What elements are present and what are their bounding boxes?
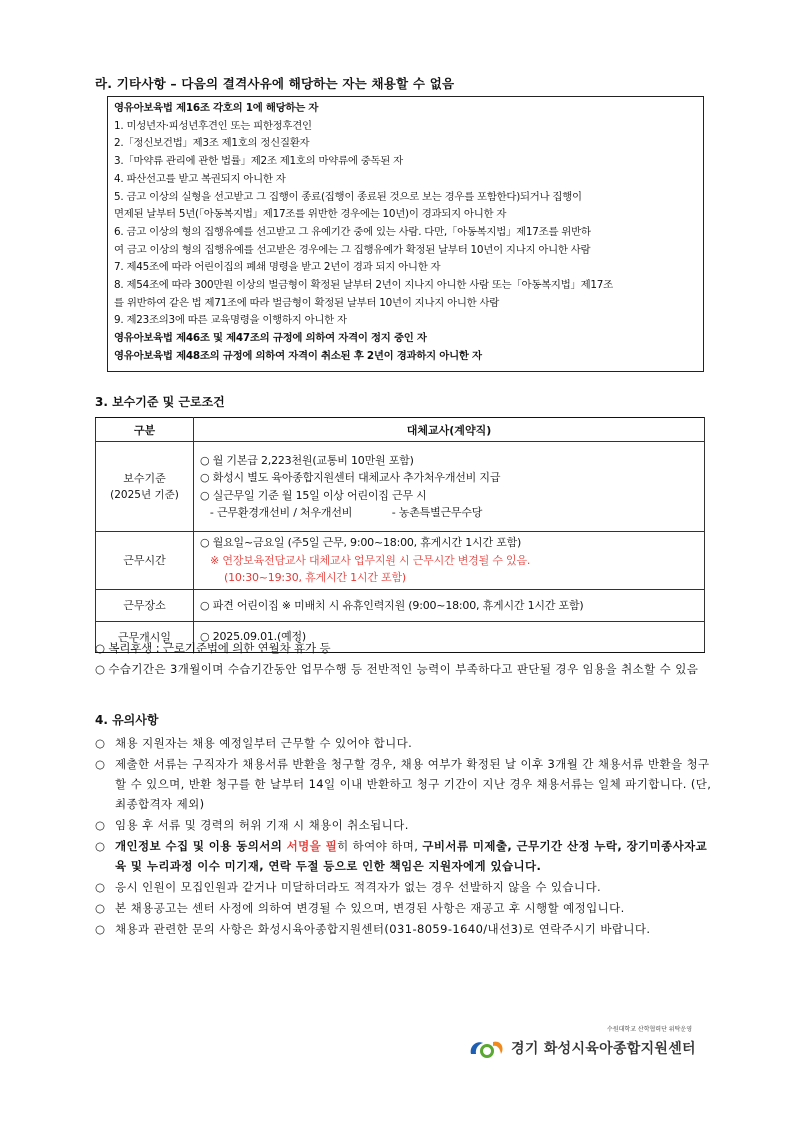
place-content: ○ 파견 어린이집 ※ 미배치 시 유휴인력지원 (9:00~18:00, 휴게시간 1시간 포함) (194, 590, 705, 622)
disqualification-item: 를 위반하여 같은 법 제71조에 따라 벌금형이 확정된 날부터 10년이 지나지 아니한 사람 (114, 296, 500, 309)
precaution-text: 임용 후 서류 및 경력의 허위 기재 시 채용이 취소됩니다. (115, 818, 409, 832)
circle-bullet-icon: ○ (95, 662, 105, 676)
table-row-hours (96, 532, 705, 590)
center-logo (467, 1024, 702, 1064)
precaution-text: 본 채용공고는 센터 사정에 의하여 변경될 수 있으며, 변경된 사항은 재공고 후 시행할 예정입니다. (115, 901, 625, 915)
precaution-item (95, 877, 715, 897)
precaution-text-bold: 구비서류 미제출, 근무기간 산정 누락, 장기미종사자교육 및 누리과정 이수 미기재, 연락 두절 등으로 인한 책임은 지원자에게 있습니다. (115, 839, 708, 873)
disqualification-item: 3.「마약류 관리에 관한 법률」제2조 제1호의 마약류에 중독된 자 (114, 155, 403, 168)
precaution-item (95, 919, 715, 939)
disqualification-item: 5. 금고 이상의 실형을 선고받고 그 집행이 종료(집행이 종료된 것으로 보는 경우를 포함한다)되거나 집행이 (114, 190, 582, 203)
disqualification-item: 2.「정신보건법」제3조 제1호의 정신질환자 (114, 137, 310, 150)
conditions-table (95, 417, 705, 653)
disqualification-item: 여 금고 이상의 형의 집행유예를 선고받은 경우에는 그 집행유예가 확정된 날부터 10년이 지나지 아니한 사람 (114, 243, 591, 256)
note-probation (95, 659, 715, 679)
precaution-text: 히 하여야 하며, (337, 839, 423, 853)
pay-sublabel: (2025년 기준) (110, 488, 179, 501)
precaution-item (95, 754, 715, 814)
disqualification-item: 7. 제45조에 따라 어린이집의 폐쇄 명령을 받고 2년이 경과 되지 아니한 자 (114, 261, 441, 274)
precaution-text: 채용과 관련한 문의 사항은 화성시육아종합지원센터(031-8059-1640/내선3)로 연락주시기 바랍니다. (115, 922, 651, 936)
circle-bullet-icon: ○ (95, 839, 105, 853)
disqualification-item: 면제된 날부터 5년(「아동복지법」제17조를 위반한 경우에는 10년)이 경과되지 아니한 자 (114, 208, 507, 221)
hours-label: 근무시간 (96, 532, 194, 590)
circle-bullet-icon: ○ (95, 757, 105, 771)
disqualification-item: 1. 미성년자·피성년후견인 또는 피한정후견인 (114, 119, 312, 132)
precaution-text: 응시 인원이 모집인원과 같거나 미달하더라도 적격자가 없는 경우 선발하지 않을 수 있습니다. (115, 880, 602, 894)
precaution-item (95, 733, 715, 753)
pay-line-2: ○ 화성시 별도 육아종합지원센터 대체교사 추가처우개선비 지급 (200, 471, 501, 484)
pay-line-1: ○ 월 기본급 2,223천원(교통비 10만원 포함) (200, 453, 414, 467)
welfare-notes (95, 638, 715, 680)
signature-required-highlight: 서명을 필 (286, 839, 338, 853)
circle-bullet-icon: ○ (95, 641, 105, 655)
disqualification-item: 4. 파산선고를 받고 복권되지 아니한 자 (114, 172, 286, 185)
table-header-category: 구분 (96, 418, 194, 442)
note-welfare-text: 복리후생 : 근로기준법에 의한 연월차 휴가 등 (108, 641, 331, 655)
disqualification-box (107, 96, 704, 372)
note-probation-text: 수습기간은 3개월이며 수습기간동안 업무수행 등 전반적인 능력이 부족하다고 판단될 경우 임용을 취소할 수 있음 (108, 662, 699, 676)
table-header-substitute-teacher: 대체교사(계약직) (194, 418, 705, 442)
disqualification-list (114, 100, 697, 366)
hours-note-red-time: (10:30~19:30, 휴게시간 1시간 포함) (224, 571, 406, 585)
hours-line: ○ 월요일~금요일 (주5일 근무, 9:00~18:00, 휴게시간 1시간 포함) (200, 536, 522, 550)
circle-bullet-icon: ○ (95, 922, 105, 936)
circle-bullet-icon: ○ (95, 736, 105, 750)
pay-line-3: ○ 실근무일 기준 월 15일 이상 어린이집 근무 시 (200, 488, 427, 502)
disqualification-item: 8. 제54조에 따라 300만원 이상의 벌금형이 확정된 날부터 2년이 지나지 아니한 사람 또는「아동복지법」제17조 (114, 279, 613, 292)
pay-label: 보수기준 (123, 471, 166, 485)
pay-content-cell (194, 442, 705, 532)
precaution-item (95, 898, 715, 918)
place-label: 근무장소 (96, 590, 194, 622)
center-logo-mark-icon (467, 1034, 507, 1062)
note-welfare (95, 638, 715, 658)
circle-bullet-icon: ○ (95, 818, 105, 832)
disqualification-heading: 영유아보육법 제48조의 규정에 의하여 자격이 취소된 후 2년이 경과하지 아니한 자 (114, 349, 482, 362)
precaution-text: 개인정보 수집 및 이용 동의서의 (115, 839, 287, 853)
precaution-item (95, 836, 715, 876)
section-title-precautions: 4. 유의사항 (95, 713, 159, 727)
circle-bullet-icon: ○ (95, 880, 105, 894)
start-date-label: 근무개시일 (96, 622, 194, 653)
operator-text: 수원대학교 산학협력단 위탁운영 (607, 1026, 692, 1033)
precaution-text: 제출한 서류는 구직자가 채용서류 반환을 청구할 경우, 채용 여부가 확정된 날 이후 3개월 간 채용서류 반환을 청구할 수 있으며, 반환 청구를 한 날부터 14일 이내 반환하고 청구 기간이 지난 경우 채용서류는 일체 파기합니다. (단, 최종합격자 제외) (115, 757, 712, 811)
center-name: 경기 화성시육아종합지원센터 (511, 1041, 696, 1057)
disqualification-item: 6. 금고 이상의 형의 집행유예를 선고받고 그 유예기간 중에 있는 사람. 다만,「아동복지법」제17조를 위반하 (114, 225, 591, 238)
table-row-place (96, 590, 705, 622)
circle-bullet-icon: ○ (95, 901, 105, 915)
precaution-text: 채용 지원자는 채용 예정일부터 근무할 수 있어야 합니다. (115, 736, 413, 750)
pay-line-4: - 근무환경개선비 / 처우개선비 - 농촌특별근무수당 (200, 506, 483, 519)
hours-content-cell (194, 532, 705, 590)
section-title-other-matters: 라. 기타사항 – 다음의 결격사유에 해당하는 자는 채용할 수 없음 (95, 76, 455, 91)
disqualification-heading: 영유아보육법 제46조 및 제47조의 규정에 의하여 자격이 정지 중인 자 (114, 332, 427, 345)
start-date-content: ○ 2025.09.01.(예정) (194, 622, 705, 653)
disqualification-heading: 영유아보육법 제16조 각호의 1에 해당하는 자 (114, 102, 319, 114)
disqualification-item: 9. 제23조의3에 따른 교육명령을 이행하지 아니한 자 (114, 314, 347, 327)
pay-label-cell (96, 442, 194, 532)
hours-note-red: ※ 연장보육전담교사 대체교사 업무지원 시 근무시간 변경될 수 있음. (210, 553, 531, 567)
section-title-pay-conditions: 3. 보수기준 및 근로조건 (95, 395, 225, 409)
precaution-item (95, 815, 715, 835)
precautions-list (95, 733, 715, 940)
table-row-pay (96, 442, 705, 532)
